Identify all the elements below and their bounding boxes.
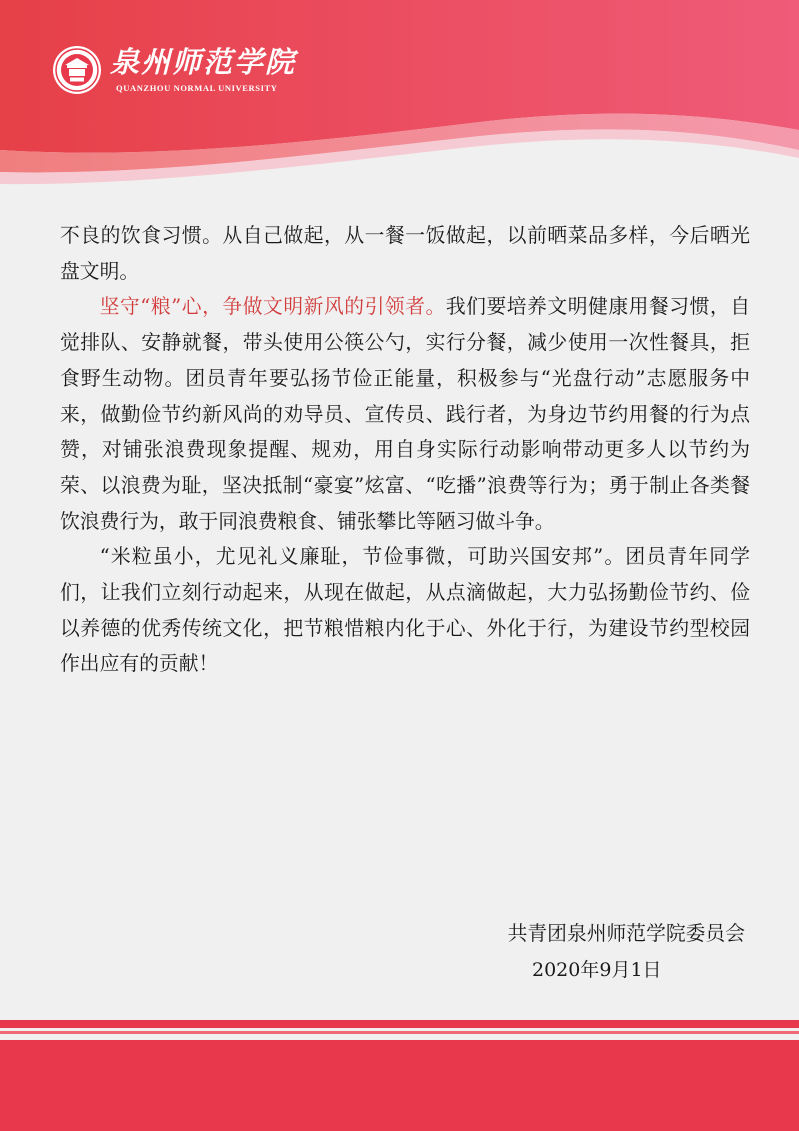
- signature-date: 2020年9月1日: [532, 959, 662, 981]
- paragraph-2-emphasis: 坚守“粮”心，争做文明新风的引领者。: [99, 295, 446, 319]
- paragraph-1: 不良的饮食习惯。从自己做起，从一餐一饭做起，以前晒菜品多样，今后晒光盘文明。: [60, 224, 750, 283]
- header-banner: [0, 0, 799, 200]
- school-name-en: QUANZHOU NORMAL UNIVERSITY: [116, 83, 278, 93]
- footer-banner: [0, 1020, 799, 1131]
- school-name-cn: 泉州师范学院: [110, 45, 297, 79]
- letter-body: [60, 218, 750, 682]
- signature: 共青团泉州师范学院委员会: [507, 922, 745, 945]
- paragraph-2-text: 我们要培养文明健康用餐习惯，自觉排队、安静就餐，带头使用公筷公勺，实行分餐，减少使用一次性餐具，拒食野生动物。团员青年要弘扬节俭正能量，积极参与“光盘行动”志愿服务中来，做勤俭节约新风尚的劝导员、宣传员、践行者，为身边节约用餐的行为点赞，对铺张浪费现象提醒、规劝，用自身实际行动影响带动更多人以节约为荣、以浪费为耻，坚决抵制“豪宴”炫富、“吃播”浪费等行为；勇于制止各类餐饮浪费行为，敢于同浪费粮食、铺张攀比等陋习做斗争。: [60, 295, 750, 533]
- paragraph-2: [60, 289, 750, 539]
- paragraph-3: “米粒虽小，尤见礼义廉耻，节俭事微，可助兴国安邦”。团员青年同学们，让我们立刻行动起来，从现在做起，从点滴做起，大力弘扬勤俭节约、俭以养德的优秀传统文化，把节粮惜粮内化于心、外化于行，为建设节约型校园作出应有的贡献！: [60, 545, 750, 676]
- school-emblem-icon: [52, 45, 102, 95]
